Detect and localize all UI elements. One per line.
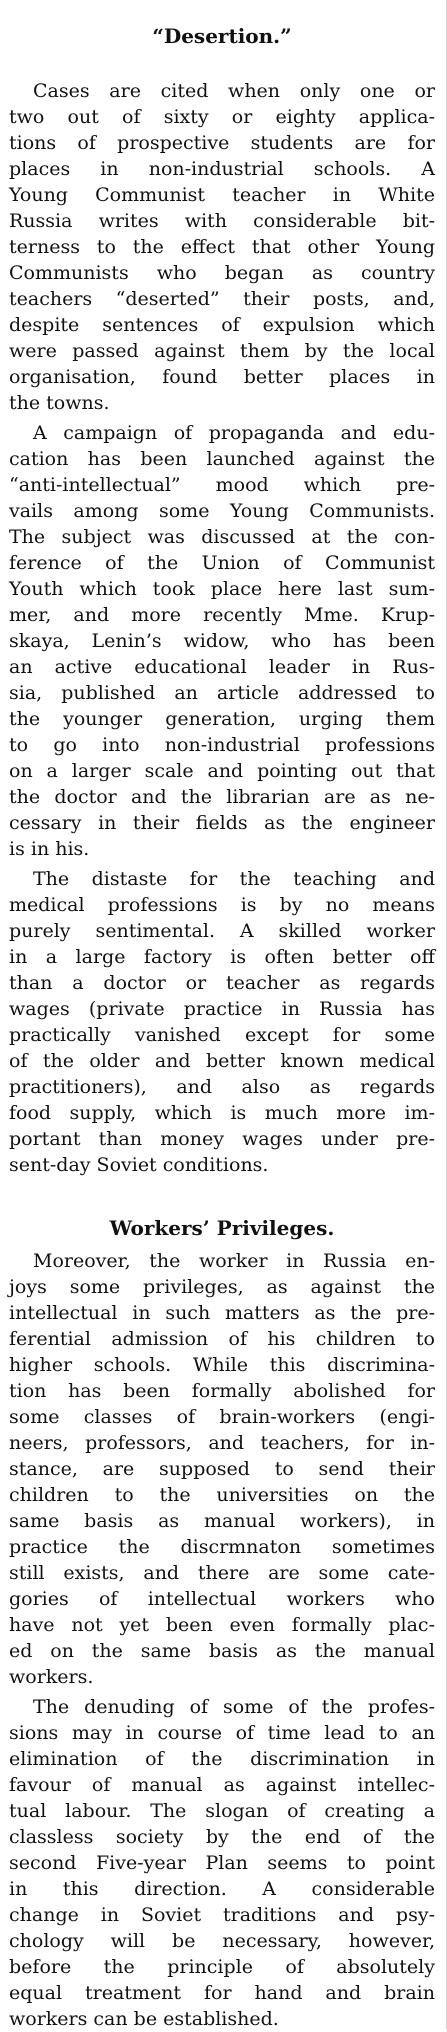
text-line: on a larger scale and pointing out that [9,760,435,782]
text-line: The denuding of some of the profes- [33,1696,435,1718]
text-line: food supply, which is much more im- [9,1102,435,1124]
text-line: mer, and more recently Mme. Krup- [9,604,435,626]
text-line: higher schools. While this discrimina- [9,1354,435,1376]
text-line: Youth which took place here last sum- [9,578,435,600]
section-heading: Workers’ Privileges. [109,1216,335,1240]
text-line: cation has been launched against the [9,448,435,470]
text-line: cessary in their fields as the engineer [9,812,435,834]
text-line: organisation, found better places in [9,366,435,388]
text-line: despite sentences of expulsion which [9,314,435,336]
paragraph [9,78,435,416]
text-line: The subject was discussed at the con- [9,526,435,548]
text-line: places in non-industrial schools. A [9,158,435,180]
text-line: favour of manual as against intellec- [9,1774,435,1796]
text-line: in a large factory is often better off [9,946,435,968]
text-line: is in his. [9,838,90,860]
text-line: the younger generation, urging them [9,708,435,730]
text-line: two out of sixty or eighty applica- [9,106,435,128]
text-line: The distaste for the teaching and [33,868,435,890]
text-line: sia, published an article addressed to [9,682,435,704]
text-line: children to the universities on the [9,1484,435,1506]
text-line: teachers “deserted” their posts, and, [9,288,435,310]
text-line: tion has been formally abolished for [9,1380,435,1402]
text-line: elimination of the discrimination in [9,1748,435,1770]
paragraph [9,1248,435,1690]
paragraph [9,1694,435,2032]
text-line: wages (private practice in Russia has [9,998,435,1020]
text-line: still exists, and there are some cate- [9,1562,435,1584]
text-line: Moreover, the worker in Russia en- [33,1250,435,1272]
text-line: classless society by the end of the [9,1826,435,1848]
text-line: workers. [9,1666,94,1688]
text-line: Young Communist teacher in White [9,184,435,206]
text-line: have not yet been even formally plac- [9,1614,435,1636]
text-line: tions of prospective students are for [9,132,435,154]
text-line: skaya, Lenin’s widow, who has been [9,630,435,652]
text-line: intellectual in such matters as the pre- [9,1302,435,1324]
text-line: “anti-intellectual” mood which pre- [9,474,435,496]
text-line: before the principle of absolutely [9,1956,435,1978]
text-line: sent-day Soviet conditions. [9,1154,269,1176]
text-line: the doctor and the librarian are as ne- [9,786,435,808]
text-line: workers can be established. [9,2008,279,2030]
text-line: Communists who began as country [9,262,435,284]
text-line: portant than money wages under pre- [9,1128,435,1150]
text-line: terness to the effect that other Young [9,236,435,258]
paragraph [9,866,435,1178]
text-line: change in Soviet traditions and psy- [9,1904,435,1926]
text-line: in this direction. A considerable [9,1878,435,1900]
text-line: Cases are cited when only one or [33,80,435,102]
text-line: equal treatment for hand and brain [9,1982,435,2004]
text-line: practice the discrmnaton sometimes [9,1536,435,1558]
text-line: Russia writes with considerable bit- [9,210,435,232]
text-line: were passed against them by the local [9,340,435,362]
text-line: stance, are supposed to send their [9,1458,435,1480]
text-line: than a doctor or teacher as regards [9,972,435,994]
text-line: tual labour. The slogan of creating a [9,1800,435,1822]
text-line: some classes of brain-workers (engi- [9,1406,435,1428]
article-body [9,24,435,2032]
text-line: an active educational leader in Rus- [9,656,435,678]
text-line: ference of the Union of Communist [9,552,435,574]
paragraph [9,420,435,862]
text-line: to go into non-industrial professions [9,734,435,756]
text-line: practitioners), and also as regards [9,1076,435,1098]
text-line: A campaign of propaganda and edu- [33,422,435,444]
text-line: ed on the same basis as the manual [9,1640,435,1662]
text-line: the towns. [9,392,110,414]
text-line: vails among some Young Communists. [9,500,435,522]
text-line: sions may in course of time lead to an [9,1722,435,1744]
text-line: same basis as manual workers), in [9,1510,435,1532]
text-line: gories of intellectual workers who [9,1588,435,1610]
text-line: purely sentimental. A skilled worker [9,920,435,942]
text-line: medical professions is by no means [9,894,435,916]
section-heading: “Desertion.” [152,24,292,48]
text-line: joys some privileges, as against the [9,1276,435,1298]
text-line: ferential admission of his children to [9,1328,435,1350]
text-line: practically vanished except for some [9,1024,435,1046]
text-line: second Five-year Plan seems to point [9,1852,435,1874]
text-line: of the older and better known medical [9,1050,435,1072]
text-line: chology will be necessary, however, [9,1930,435,1952]
text-line: neers, professors, and teachers, for in- [9,1432,435,1454]
